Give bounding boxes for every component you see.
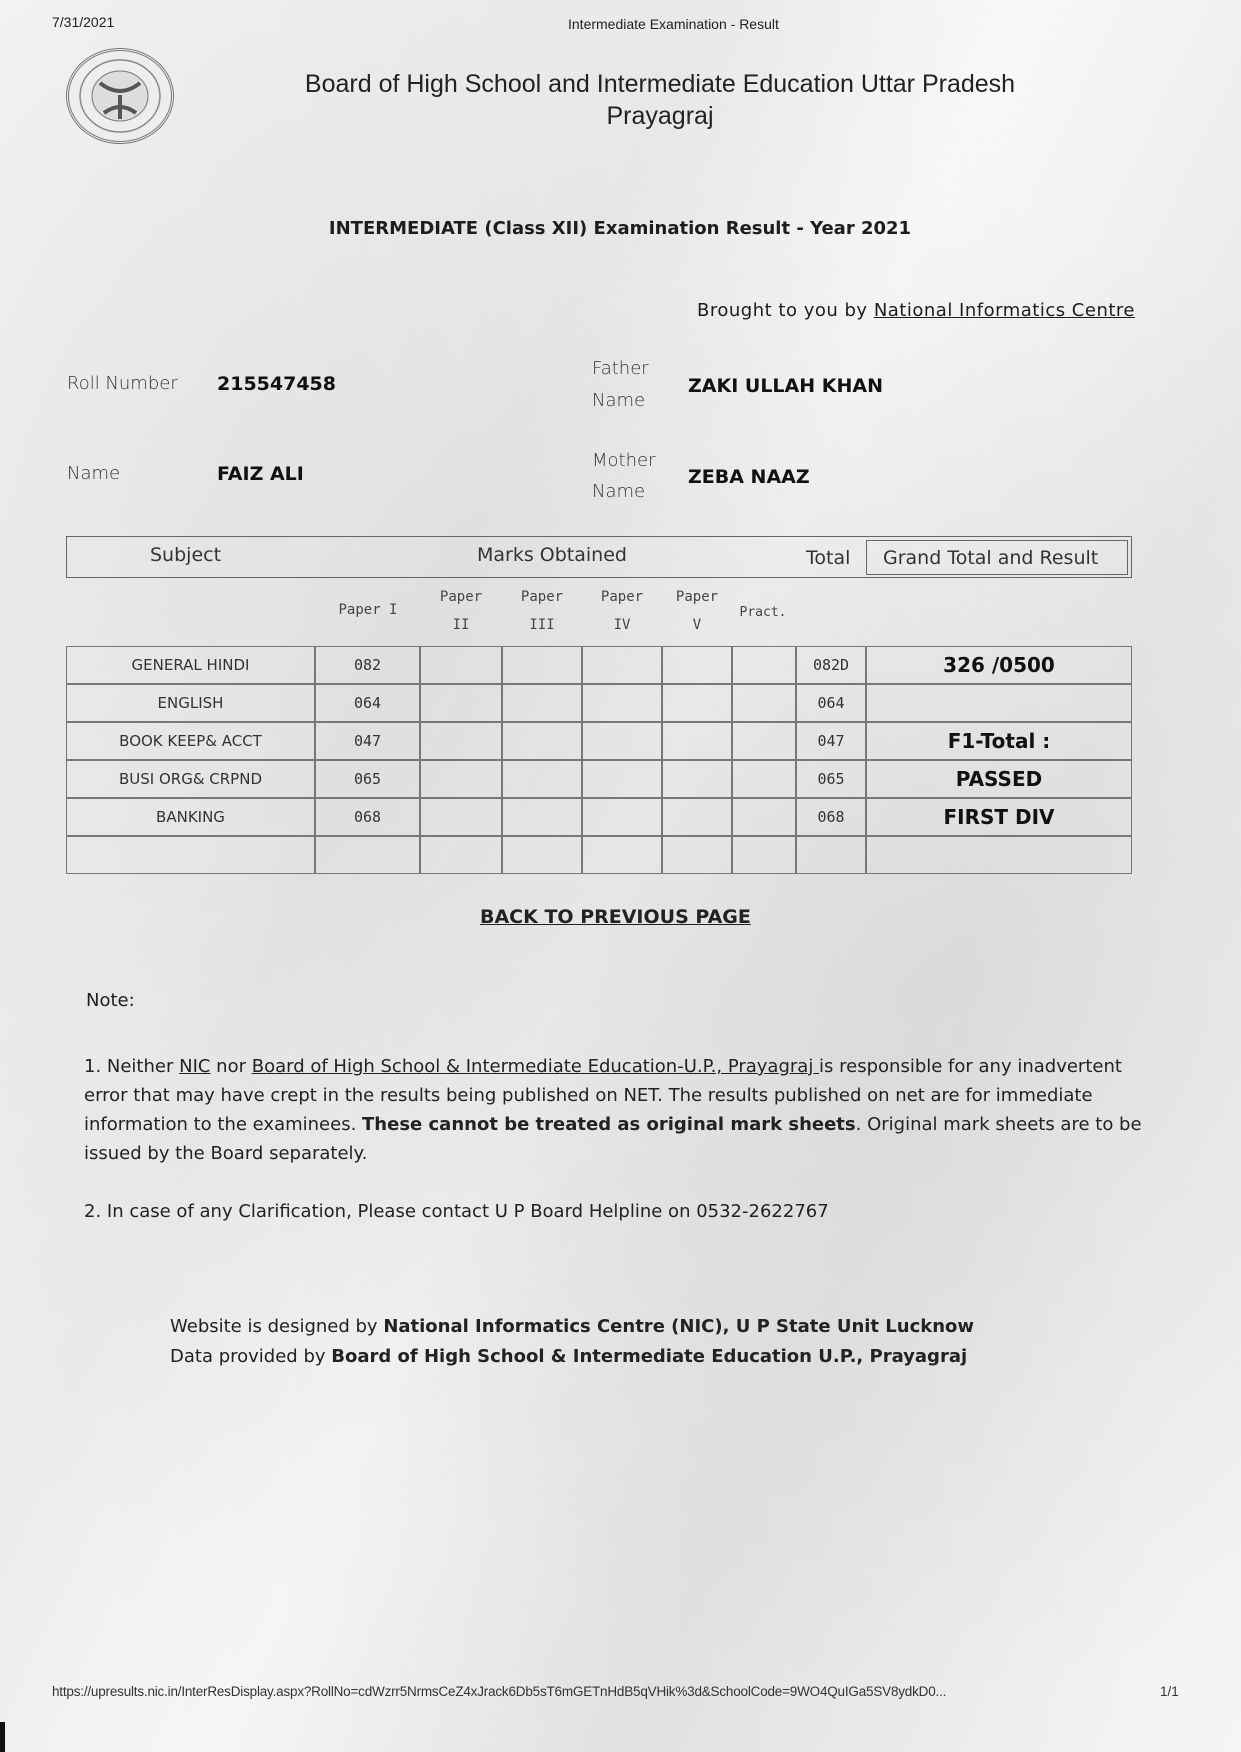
note-1-text: 1. Neither	[84, 1056, 180, 1077]
cell-subject: GENERAL HINDI	[66, 646, 315, 684]
credit-data-provided-by	[170, 1342, 967, 1372]
mother-label-line2: Name	[592, 481, 646, 502]
cell-grand-total-result	[866, 836, 1132, 874]
cell-total	[796, 836, 866, 874]
credit-line1-prefix: Website is designed by	[170, 1316, 384, 1337]
credit-line2-bold: Board of High School & Intermediate Education U.P., Prayagraj	[331, 1346, 968, 1367]
father-name-value: ZAKI ULLAH KHAN	[688, 375, 883, 397]
cell-practical	[732, 836, 796, 874]
cell-practical	[732, 798, 796, 836]
exam-title: INTERMEDIATE (Class XII) Examination Result - Year 2021	[328, 218, 912, 239]
brought-by	[697, 300, 1135, 321]
subheader-paper-3: Paper III	[520, 589, 564, 633]
cell-paper-1: 047	[315, 722, 420, 760]
cell-total: 082D	[796, 646, 866, 684]
mother-label-line1: Mother	[592, 450, 656, 471]
scan-edge-mark	[0, 1722, 5, 1752]
father-label-line1: Father	[592, 358, 649, 379]
cell-paper-4	[582, 760, 662, 798]
up-board-emblem-icon	[66, 48, 174, 144]
roll-number-label: Roll Number	[67, 373, 178, 394]
header-marks-obtained: Marks Obtained	[477, 544, 627, 566]
cell-subject: BOOK KEEP& ACCT	[66, 722, 315, 760]
cell-paper-5	[662, 722, 732, 760]
cell-paper-5	[662, 684, 732, 722]
cell-paper-2	[420, 760, 502, 798]
note-1-bold: These cannot be treated as original mark sheets	[362, 1114, 856, 1135]
cell-paper-5	[662, 836, 732, 874]
cell-practical	[732, 684, 796, 722]
cell-paper-1: 068	[315, 798, 420, 836]
cell-paper-4	[582, 836, 662, 874]
cell-paper-3	[502, 722, 582, 760]
header-subject: Subject	[150, 544, 222, 566]
cell-paper-3	[502, 836, 582, 874]
board-name: Board of High School and Intermediate Education Uttar Pradesh	[304, 70, 1016, 98]
print-date: 7/31/2021	[52, 14, 115, 30]
board-heading	[200, 68, 1120, 132]
cell-paper-5	[662, 798, 732, 836]
cell-practical	[732, 760, 796, 798]
cell-paper-5	[662, 646, 732, 684]
cell-practical	[732, 646, 796, 684]
cell-paper-2	[420, 684, 502, 722]
roll-number-value: 215547458	[217, 373, 336, 395]
brought-prefix: Brought to you by	[697, 300, 874, 321]
name-label: Name	[67, 463, 121, 484]
cell-paper-4	[582, 722, 662, 760]
cell-grand-total-result	[866, 684, 1132, 722]
subheader-paper-2: Paper II	[439, 589, 483, 633]
cell-paper-1: 082	[315, 646, 420, 684]
board-note-link[interactable]: Board of High School & Intermediate Education-U.P., Prayagraj	[251, 1056, 820, 1077]
name-value: FAIZ ALI	[217, 463, 304, 485]
credit-line1-bold: National Informatics Centre (NIC), U P State Unit Lucknow	[383, 1316, 975, 1337]
header-grand-total: Grand Total and Result	[883, 547, 1099, 569]
cell-subject: ENGLISH	[66, 684, 315, 722]
cell-paper-5	[662, 760, 732, 798]
cell-paper-2	[420, 798, 502, 836]
cell-paper-3	[502, 684, 582, 722]
cell-paper-2	[420, 836, 502, 874]
note-1	[84, 1052, 1164, 1168]
note-1-text: is responsible for any inadvertent error that may have crept in the results being published on NET. The results published on net are for immediate information to the examinees.	[84, 1056, 1122, 1135]
print-footer-url: https://upresults.nic.in/InterResDisplay.aspx?RollNo=cdWzrr5NrmsCeZ4xJrack6Db5sT6mGETnHdB5qVHik%3d&SchoolCode=9WO4QuIGa5SV8ydkD0...	[52, 1684, 947, 1699]
cell-total: 068	[796, 798, 866, 836]
cell-grand-total-result: PASSED	[866, 760, 1132, 798]
note-2: 2. In case of any Clarification, Please contact U P Board Helpline on 0532-2622767	[84, 1201, 829, 1222]
note-heading: Note:	[86, 990, 135, 1011]
cell-grand-total-result: FIRST DIV	[866, 798, 1132, 836]
note-1-text: . Original mark sheets are to be issued by the Board separately.	[84, 1114, 1142, 1164]
cell-paper-4	[582, 646, 662, 684]
cell-grand-total-result: 326 /0500	[866, 646, 1132, 684]
cell-subject	[66, 836, 315, 874]
cell-total: 064	[796, 684, 866, 722]
cell-subject: BANKING	[66, 798, 315, 836]
print-page-number: 1/1	[1160, 1684, 1179, 1699]
cell-total: 047	[796, 722, 866, 760]
emblem-graphic	[74, 55, 166, 137]
subheader-paper-4: Paper IV	[600, 589, 644, 633]
cell-total: 065	[796, 760, 866, 798]
cell-paper-3	[502, 646, 582, 684]
board-city: Prayagraj	[606, 102, 714, 130]
subheader-paper-5: Paper V	[675, 589, 719, 633]
cell-paper-4	[582, 798, 662, 836]
cell-subject: BUSI ORG& CRPND	[66, 760, 315, 798]
print-page-title: Intermediate Examination - Result	[568, 16, 779, 32]
mother-name-value: ZEBA NAAZ	[688, 466, 810, 488]
father-label-line2: Name	[592, 390, 646, 411]
cell-paper-1: 064	[315, 684, 420, 722]
subheader-practical: Pract.	[739, 605, 787, 620]
nic-note-link[interactable]: NIC	[179, 1056, 211, 1077]
note-1-text: nor	[210, 1056, 252, 1077]
cell-paper-2	[420, 646, 502, 684]
subheader-paper-1: Paper I	[338, 602, 398, 618]
cell-paper-1: 065	[315, 760, 420, 798]
back-to-previous-page-link[interactable]: BACK TO PREVIOUS PAGE	[480, 906, 751, 928]
nic-link[interactable]: National Informatics Centre	[873, 300, 1135, 321]
cell-paper-3	[502, 798, 582, 836]
header-total: Total	[806, 547, 851, 569]
cell-paper-4	[582, 684, 662, 722]
cell-grand-total-result: F1-Total :	[866, 722, 1132, 760]
credit-line2-prefix: Data provided by	[170, 1346, 332, 1367]
cell-paper-2	[420, 722, 502, 760]
cell-practical	[732, 722, 796, 760]
credit-designed-by	[170, 1312, 974, 1342]
cell-paper-1	[315, 836, 420, 874]
cell-paper-3	[502, 760, 582, 798]
